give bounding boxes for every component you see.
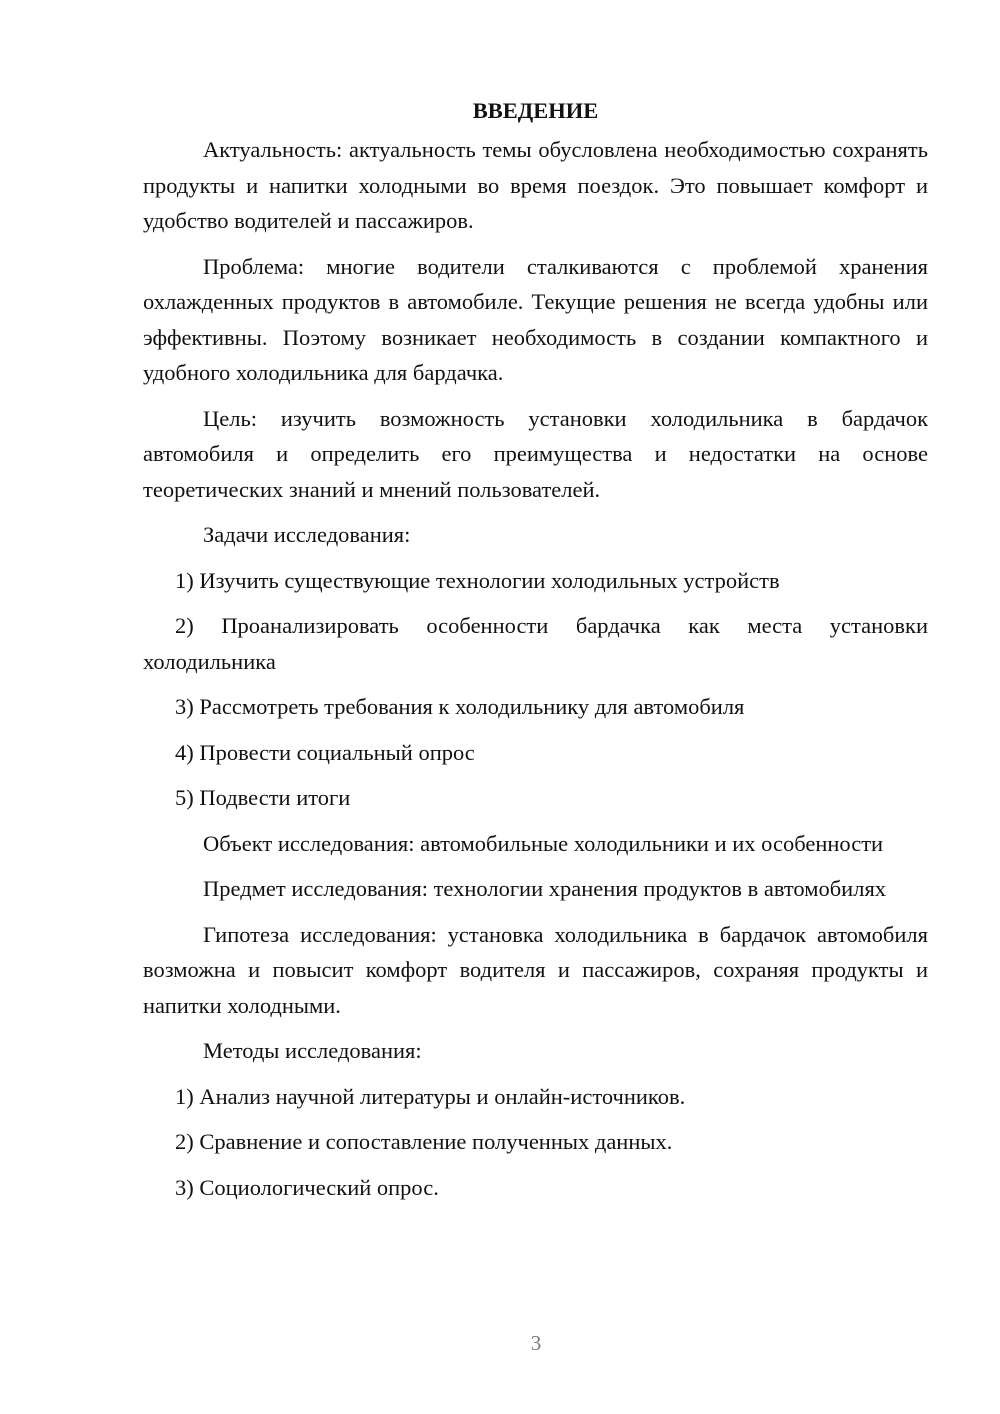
page-content (143, 92, 928, 1215)
task-item: 1) Изучить существующие технологии холодильных устройств (175, 567, 780, 593)
task-item: 5) Подвести итоги (175, 785, 351, 810)
paragraph-object: Объект исследования: автомобильные холодильники и их особенности (203, 830, 884, 856)
task-item: 3) Рассмотреть требования к холодильнику для автомобиля (175, 694, 745, 719)
paragraph-problem: Проблема: многие водители сталкиваются с проблемой хранения охлажденных продуктов в автомобиле. Текущие решения не всегда удобны или эффективны. Поэтому возникает необходимость в создании компактного и удобного холодильника для бардачка. (143, 253, 928, 385)
task-item: 2) Проанализировать особенности бардачка как места установки холодильника (143, 613, 928, 674)
paragraph-goal: Цель: изучить возможность установки холодильника в бардачок автомобиля и определить его преимущества и недостатки на основе теоретических знаний и мнений пользователей. (143, 405, 928, 502)
section-title: ВВЕДЕНИЕ (472, 98, 599, 123)
method-item: 3) Социологический опрос. (175, 1174, 439, 1200)
task-item: 4) Провести социальный опрос (175, 739, 475, 765)
paragraph-subject: Предмет исследования: технологии хранения продуктов в автомобилях (203, 876, 887, 901)
paragraph-hypothesis: Гипотеза исследования: установка холодильника в бардачок автомобиля возможна и повысит комфорт водителя и пассажиров, сохраняя продукты и напитки холодными. (143, 921, 928, 1018)
paragraph-relevance: Актуальность: актуальность темы обусловлена необходимостью сохранять продукты и напитки холодными во время поездок. Это повышает комфорт и удобство водителей и пассажиров. (143, 137, 928, 233)
method-item: 1) Анализ научной литературы и онлайн-источников. (175, 1083, 686, 1109)
page-number: 3 (530, 1331, 542, 1355)
method-item: 2) Сравнение и сопоставление полученных данных. (175, 1129, 673, 1154)
methods-heading: Методы исследования: (203, 1038, 422, 1063)
tasks-heading: Задачи исследования: (203, 522, 411, 547)
